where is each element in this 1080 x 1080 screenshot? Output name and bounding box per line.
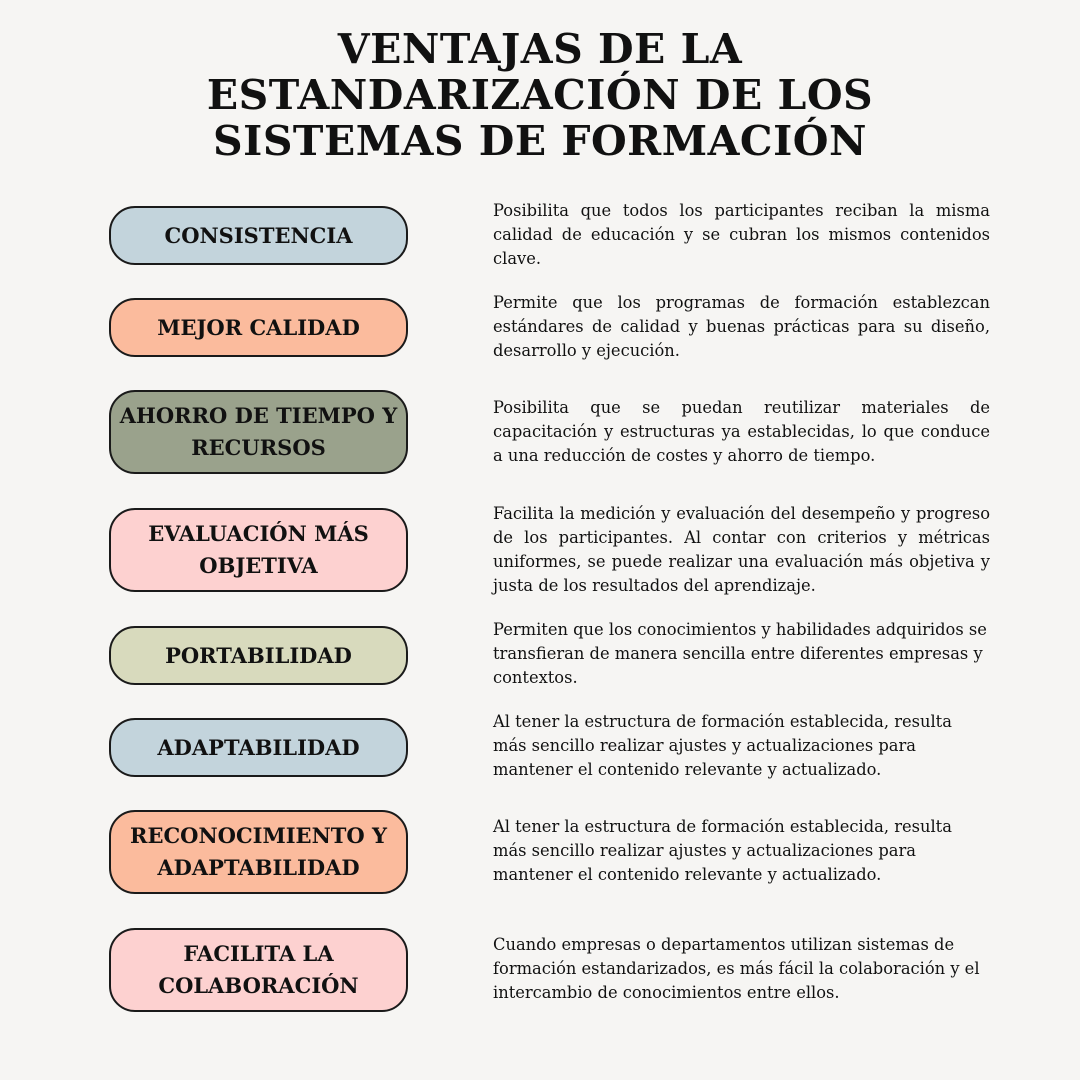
description-mejor-calidad: Permite que los programas de formación establezcan estándares de calidad y buenas prácticas para su diseño, desarrollo y ejecución. [493,293,990,360]
pill-label-line-1: EVALUACIÓN MÁS [148,521,369,546]
description-adaptabilidad: Al tener la estructura de formación establecida, resulta más sencillo realizar ajustes y actualizaciones para mantener el contenido relevante y actualizado. [493,712,952,779]
pill-label [158,938,358,1002]
page-title [0,26,1080,164]
pill-label-line-1: RECONOCIMIENTO Y [130,823,387,848]
title-line-3: SISTEMAS DE FORMACIÓN [213,117,867,165]
pill-label-line-1: AHORRO DE TIEMPO Y [119,403,398,428]
pill-label [148,518,369,582]
description-facilita-colaboracion: Cuando empresas o departamentos utilizan sistemas de formación estandarizados, es más fácil la colaboración y el intercambio de conocimientos entre ellos. [493,935,980,1002]
pill-reconocimiento [109,810,408,894]
pill-label-line-2: COLABORACIÓN [158,973,359,998]
pill-label: ADAPTABILIDAD [157,734,360,760]
pill-consistencia [109,206,408,265]
title-line-2: ESTANDARIZACIÓN DE LOS [206,71,874,119]
pill-facilita-colaboracion [109,928,408,1012]
pill-portabilidad [109,626,408,685]
pill-label-line-2: ADAPTABILIDAD [157,855,360,880]
description-reconocimiento: Al tener la estructura de formación establecida, resulta más sencillo realizar ajustes y actualizaciones para mantener el contenido relevante y actualizado. [493,817,952,884]
pill-label [120,400,398,464]
description-consistencia: Posibilita que todos los participantes reciban la misma calidad de educación y se cubran los mismos contenidos clave. [493,201,990,268]
pill-label: MEJOR CALIDAD [157,314,360,340]
pill-label-line-2: OBJETIVA [199,553,318,578]
description-portabilidad: Permiten que los conocimientos y habilidades adquiridos se transfieran de manera sencilla entre diferentes empresas y contextos. [493,620,987,687]
pill-label-line-2: RECURSOS [191,435,326,460]
pill-ahorro-de-tiempo [109,390,408,474]
pill-label [130,820,387,884]
pill-adaptabilidad [109,718,408,777]
pill-label: PORTABILIDAD [165,642,352,668]
title-line-1: VENTAJAS DE LA [337,25,743,73]
description-ahorro-de-tiempo: Posibilita que se puedan reutilizar materiales de capacitación y estructuras ya establecidas, lo que conduce a una reducción de costes y ahorro de tiempo. [493,398,990,465]
pill-label-line-1: FACILITA LA [183,941,334,966]
pill-evaluacion-objetiva [109,508,408,592]
pill-mejor-calidad [109,298,408,357]
pill-label: CONSISTENCIA [164,222,353,248]
description-evaluacion-objetiva: Facilita la medición y evaluación del desempeño y progreso de los participantes. Al contar con criterios y métricas uniformes, se puede realizar una evaluación más objetiva y justa de los resultados del aprendizaje. [493,504,990,595]
